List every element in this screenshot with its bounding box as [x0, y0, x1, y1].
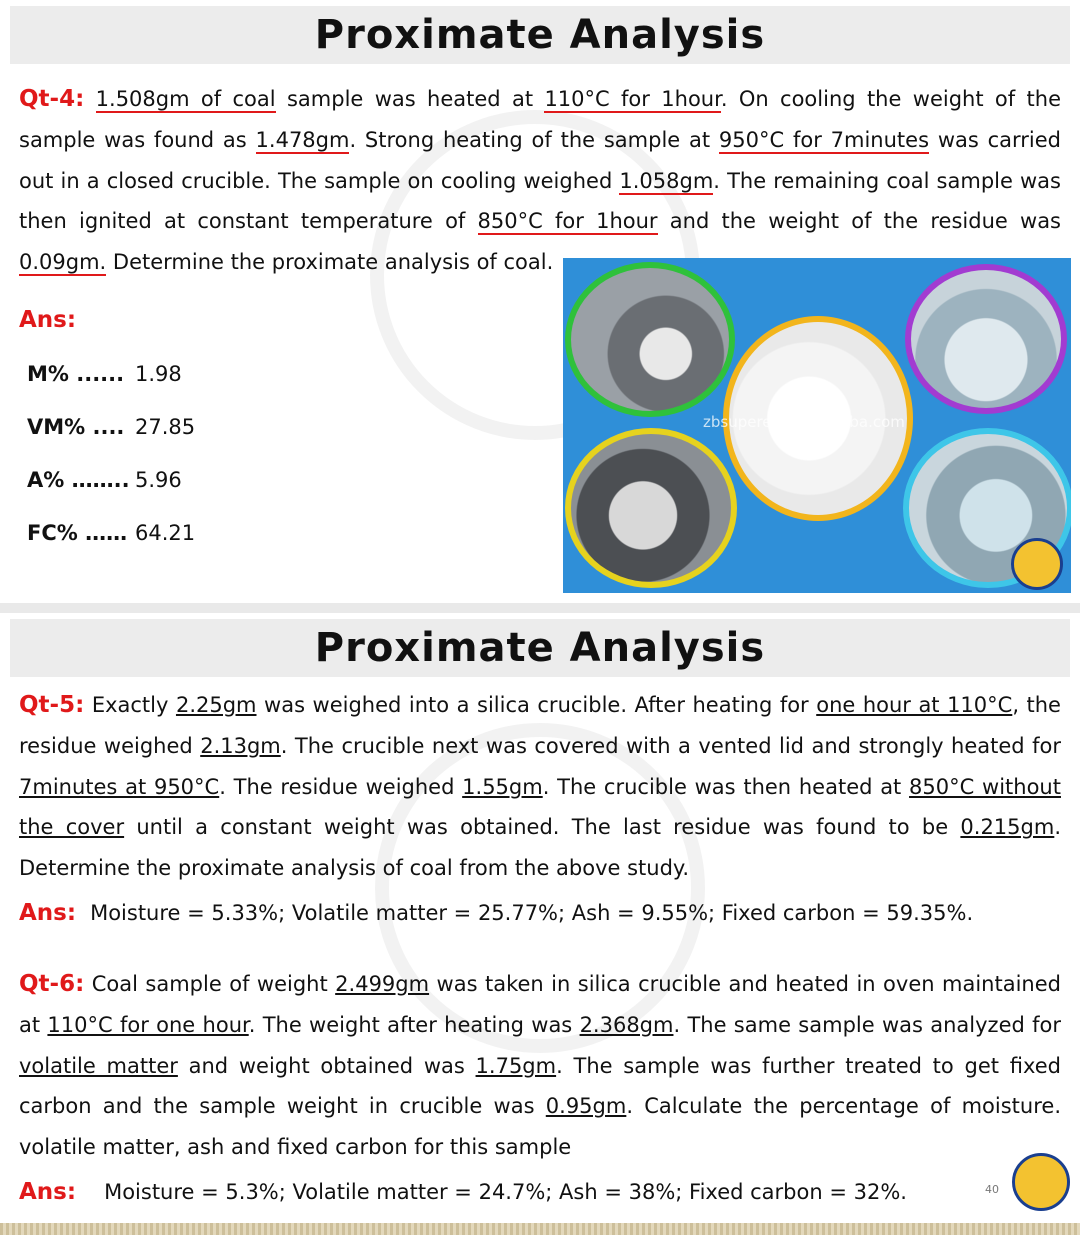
question-text-segment: . Strong heating of the sample at: [349, 127, 719, 152]
result-row: [27, 468, 182, 492]
desiccator-photo-circle: [905, 264, 1067, 414]
underlined-value: volatile matter: [19, 1053, 178, 1078]
result-key: A% ……..: [27, 468, 130, 492]
underlined-value: 1.508gm of coal: [95, 87, 276, 111]
lab-equipment-photo: [563, 258, 1071, 593]
question-text-segment: was weighed into a silica crucible. After heating for: [256, 693, 817, 717]
footer-strip: [0, 1223, 1080, 1235]
institute-logo: [1011, 538, 1063, 590]
photo-watermark-text: zbsupereal.en.alibaba.com: [703, 413, 905, 431]
question-text-segment: and weight obtained was: [177, 1053, 476, 1078]
answer-4-label: Ans:: [19, 307, 77, 333]
result-key: FC% ……: [27, 521, 128, 545]
question-4-text: [19, 87, 1061, 276]
question-text-segment: . The weight after heating was: [248, 1012, 580, 1037]
question-text-segment: . The remaining coal sample was then ignited at constant temperature of: [19, 168, 1061, 234]
underlined-value: 110°C for 1hour: [544, 87, 721, 111]
question-text-segment: was taken in silica crucible and heated in oven maintained at: [19, 972, 1061, 1037]
result-value: 64.21: [135, 521, 196, 545]
underlined-value: 7minutes at 950°C: [19, 774, 220, 799]
underlined-value: 2.499gm: [335, 972, 430, 996]
underlined-value: 850°C without the cover: [19, 774, 1061, 840]
question-text-segment: . The same sample was analyzed for: [673, 1012, 1062, 1037]
underlined-value: 1.478gm: [255, 127, 350, 152]
underlined-value: one hour at 110°C: [816, 693, 1013, 717]
result-row: [27, 415, 195, 439]
answer-6: [19, 1179, 907, 1205]
question-5: [19, 685, 1061, 889]
question-text-segment: Exactly: [84, 693, 176, 717]
answer-6-text: Moisture = 5.3%; Volatile matter = 24.7%; Ash = 38%; Fixed carbon = 32%.: [104, 1180, 907, 1204]
question-text-segment: Determine the proximate analysis of coal.: [106, 250, 554, 275]
result-value: 27.85: [135, 415, 196, 439]
question-text-segment: . Calculate the percentage of moisture. volatile matter, ash and fixed carbon for this sample: [19, 1094, 1061, 1160]
question-6: [19, 964, 1061, 1168]
question-text-segment: . The residue weighed: [219, 774, 463, 799]
question-text-segment: . On cooling the weight of the sample was found as: [19, 87, 1061, 152]
question-text-segment: . The sample was further treated to get fixed carbon and the sample weight in crucible was: [19, 1053, 1061, 1119]
slide-2: [0, 613, 1080, 1223]
underlined-value: 850°C for 1hour: [477, 209, 658, 234]
question-text-segment: . Determine the proximate analysis of coal from the above study.: [19, 815, 1061, 881]
underlined-value: 0.95gm: [545, 1094, 627, 1119]
question-text-segment: . The crucible was then heated at: [542, 774, 910, 799]
answer-5-label: Ans:: [19, 900, 77, 926]
underlined-value: 1.55gm: [462, 774, 543, 799]
question-text-segment: Coal sample of weight: [84, 972, 336, 996]
question-text-segment: until a constant weight was obtained. The last residue was found to be: [124, 815, 961, 840]
question-text-segment: was carried out in a closed crucible. The sample on cooling weighed: [19, 127, 1061, 193]
result-key: VM% ....: [27, 415, 125, 439]
underlined-value: 0.09gm.: [19, 250, 107, 275]
underlined-value: 110°C for one hour: [47, 1012, 249, 1037]
question-5-label: Qt-5:: [19, 692, 85, 718]
underlined-value: 2.368gm: [579, 1012, 674, 1037]
muffle-furnace-photo-circle: [565, 428, 737, 588]
slide-separator: [0, 603, 1080, 613]
question-4-label: Qt-4:: [19, 86, 85, 112]
result-key: M% ......: [27, 362, 125, 386]
page-number: 40: [985, 1183, 999, 1196]
question-6-text: [19, 972, 1061, 1159]
slide-1-title: Proximate Analysis: [10, 6, 1070, 64]
result-value: 1.98: [135, 362, 182, 386]
institute-logo: [1012, 1153, 1070, 1211]
slide-1: [0, 0, 1080, 603]
question-6-label: Qt-6:: [19, 971, 85, 997]
result-row: [27, 362, 182, 386]
question-text-segment: sample was heated at: [275, 87, 545, 111]
answer-5-text: Moisture = 5.33%; Volatile matter = 25.77%; Ash = 9.55%; Fixed carbon = 59.35%.: [90, 901, 974, 925]
result-row: [27, 521, 195, 545]
question-text-segment: and the weight of the residue was: [657, 209, 1062, 234]
question-text-segment: , the residue weighed: [19, 693, 1061, 758]
slide-2-title: Proximate Analysis: [10, 619, 1070, 677]
answer-5: [19, 900, 973, 926]
result-value: 5.96: [135, 468, 182, 492]
furnace-photo-circle: [565, 262, 735, 417]
underlined-value: 1.75gm: [475, 1053, 557, 1078]
question-5-text: [19, 693, 1061, 880]
underlined-value: 950°C for 7minutes: [718, 127, 930, 152]
underlined-value: 2.13gm: [200, 733, 281, 758]
question-text-segment: . The crucible next was covered with a vented lid and strongly heated for: [280, 733, 1061, 758]
underlined-value: 1.058gm: [619, 168, 714, 193]
question-4: [19, 79, 1061, 283]
underlined-value: 2.25gm: [175, 693, 257, 717]
underlined-value: 0.215gm: [960, 815, 1055, 840]
answer-6-label: Ans:: [19, 1179, 77, 1205]
